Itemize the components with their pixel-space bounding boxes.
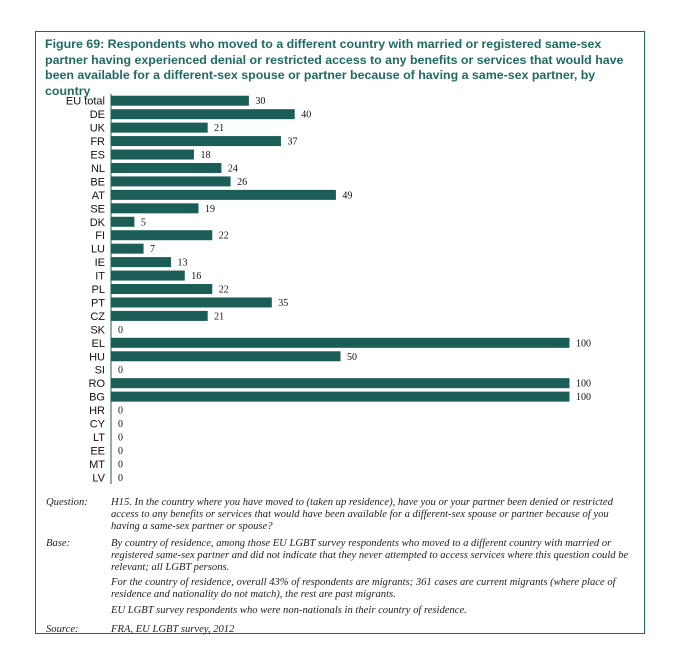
value-label: 7 (150, 244, 156, 256)
bar (112, 338, 570, 348)
bar (112, 311, 208, 321)
category-label: SK (90, 324, 105, 337)
value-label: 24 (227, 163, 238, 175)
question-row (46, 497, 638, 534)
category-label: PL (91, 284, 105, 297)
category-label: IE (94, 257, 105, 270)
category-label: FI (95, 230, 105, 243)
value-label: 18 (200, 150, 211, 162)
category-label: FR (90, 136, 105, 149)
question-label: Question: (46, 497, 88, 508)
category-label: MT (89, 458, 105, 471)
value-label: 0 (118, 472, 123, 484)
category-label: HR (89, 405, 105, 418)
value-label: 22 (218, 230, 229, 242)
category-label: HU (89, 351, 105, 364)
category-label: CZ (90, 310, 105, 323)
category-label: SI (94, 364, 105, 377)
bar (112, 150, 194, 160)
value-label: 50 (347, 351, 357, 363)
category-label: IT (95, 270, 105, 283)
bar (112, 257, 172, 267)
value-label: 37 (287, 136, 298, 148)
value-label: 13 (177, 257, 188, 269)
category-label: LU (90, 243, 105, 256)
value-label: 21 (214, 123, 225, 135)
category-label: BG (89, 391, 105, 404)
value-label: 49 (342, 190, 353, 202)
value-label: 0 (118, 324, 123, 336)
category-label: EE (90, 445, 105, 458)
bar-chart (35, 90, 635, 490)
category-label: AT (91, 189, 105, 202)
value-label: 0 (118, 459, 123, 471)
bar (112, 271, 185, 281)
bar (112, 203, 199, 213)
category-label: LV (92, 472, 105, 485)
base-text-3: EU LGBT survey respondents who were non-nationals in their country of residence. (111, 604, 467, 616)
value-label: 100 (576, 338, 591, 350)
bar (112, 136, 281, 146)
value-label: 30 (255, 96, 266, 108)
question-text: H15. In the country where you have moved to (taken up residence), have you or your partner been denied or restricted access to any benefits or services that would have been available for a different-sex spouse or partner because of you having a same-sex partner or spouse? (111, 497, 613, 533)
bar (112, 392, 570, 402)
value-label: 21 (214, 311, 225, 323)
bar (112, 109, 295, 119)
value-label: 22 (218, 284, 229, 296)
notes-section (46, 497, 638, 636)
base-text-2: For the country of residence, overall 43% of respondents are migrants; 361 cases are current migrants (where place of residence and nationality do not match), the rest are past migrants. (111, 577, 616, 601)
value-label: 100 (576, 378, 591, 390)
category-label: CY (89, 418, 105, 431)
category-label: LT (92, 431, 105, 444)
bar (112, 378, 570, 388)
category-label: EL (91, 337, 105, 350)
bar (112, 176, 231, 186)
category-label: DE (89, 109, 105, 122)
source-label: Source: (46, 623, 79, 635)
category-label: UK (89, 122, 105, 135)
category-label: SE (90, 203, 105, 216)
bar (112, 163, 222, 173)
bar (112, 190, 336, 200)
category-label: DK (89, 216, 105, 229)
value-label: 0 (118, 432, 123, 444)
value-label: 0 (118, 365, 123, 377)
base-row (46, 538, 638, 620)
bar (112, 96, 249, 106)
value-label: 0 (118, 445, 123, 457)
source-row (46, 624, 638, 636)
category-label: EU total (65, 95, 105, 108)
bar (112, 217, 135, 227)
value-label: 26 (237, 176, 248, 188)
bar (112, 123, 208, 133)
bar (112, 284, 213, 294)
value-label: 100 (576, 392, 591, 404)
value-label: 0 (118, 419, 123, 431)
value-label: 40 (301, 109, 312, 121)
value-label: 35 (278, 297, 289, 309)
bar (112, 244, 144, 254)
base-label: Base: (46, 537, 71, 549)
category-label: BE (90, 176, 105, 189)
bar (112, 297, 272, 307)
bar (112, 230, 213, 240)
bar (112, 351, 341, 361)
value-label: 19 (205, 203, 216, 215)
base-text (111, 538, 638, 620)
category-label: RO (88, 378, 105, 391)
category-label: PT (90, 297, 105, 310)
value-label: 0 (118, 405, 123, 417)
source-text: FRA, EU LGBT survey, 2012 (111, 623, 235, 635)
category-label: NL (90, 162, 105, 175)
value-label: 5 (140, 217, 146, 229)
category-label: ES (90, 149, 105, 162)
value-label: 16 (191, 271, 202, 283)
figure-title: Figure 69: Respondents who moved to a different country with married or registered same-sex partner having experienced denial or restricted access to any benefits or services that would have been available for a different-sex spouse or partner because of having a same-sex partner, by country (45, 37, 624, 98)
base-text-1: By country of residence, among those EU LGBT survey respondents who moved to a different country with married or registered same-sex partner and did not indicate that they never attempted to access services where this question could be relevant; all LGBT persons. (111, 537, 629, 574)
